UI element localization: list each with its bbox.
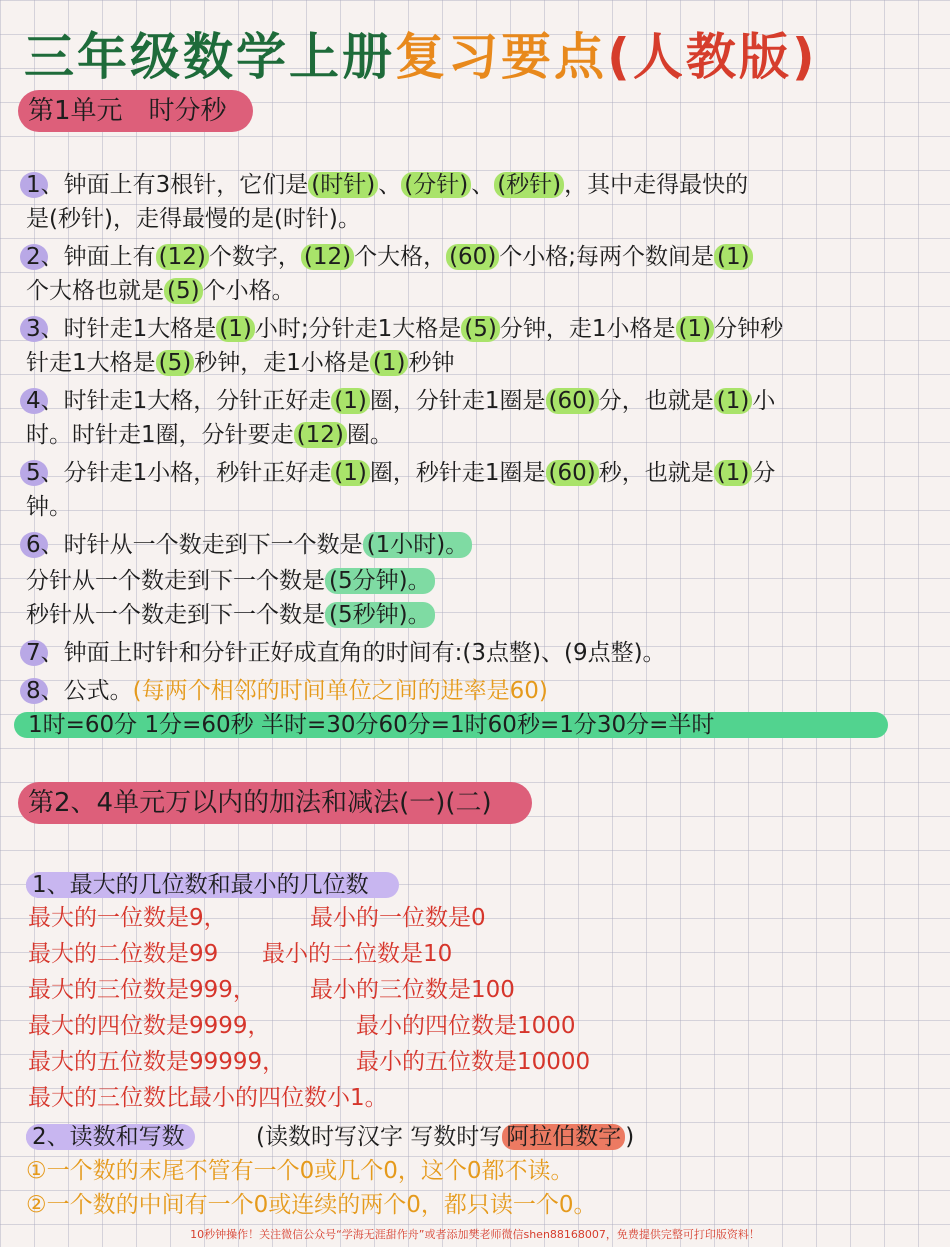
point-number: 7 xyxy=(26,636,41,670)
text: 、读数和写数 xyxy=(46,1124,185,1150)
point-number: 8 xyxy=(26,674,41,708)
unit1-point1-line2: 是(秒针)，走得最慢的是(时针)。 xyxy=(26,206,361,232)
page-title xyxy=(24,22,818,92)
text: 时。时针走1圈，分针要走 xyxy=(26,422,294,448)
point-number: 1 xyxy=(26,168,41,202)
point-number: 3 xyxy=(26,312,41,346)
unit1-point6-line2 xyxy=(26,564,435,598)
highlight-answer: (1) xyxy=(714,460,753,486)
point-number: 2 xyxy=(26,240,41,274)
digit-row-3-min: 最小的三位数是100 xyxy=(310,977,515,1003)
digit-row-2-min: 最小的二位数是10 xyxy=(262,941,453,967)
unit2-header: 第2、4单元万以内的加法和减法(一)(二) xyxy=(18,782,532,824)
text: 秒，也就是 xyxy=(598,460,714,486)
text: 秒钟，走1小格是 xyxy=(194,350,370,376)
unit1-header: 第1单元 时分秒 xyxy=(18,90,253,132)
text: 针走1大格是 xyxy=(26,350,156,376)
text: 小时;分针走1大格是 xyxy=(254,316,462,342)
read-rule-2: ②一个数的中间有一个0或连续的两个0，都只读一个0。 xyxy=(26,1192,597,1218)
text: 、公式。 xyxy=(40,678,133,704)
unit1-point6-line1 xyxy=(26,528,472,562)
text: 、时针走1大格，分针正好走 xyxy=(40,388,332,414)
unit2-section2-note xyxy=(256,1120,634,1154)
highlight-answer: (5分钟)。 xyxy=(325,568,435,594)
text: 、时针从一个数走到下一个数是 xyxy=(40,532,363,558)
highlight-answer: (1) xyxy=(331,460,370,486)
highlight-answer: (1) xyxy=(331,388,370,414)
unit1-point4-line1 xyxy=(26,384,775,418)
highlight-answer: (5) xyxy=(164,278,203,304)
point-number: 1 xyxy=(32,868,47,902)
highlight-answer: (12) xyxy=(301,244,354,270)
title-part2: 复习要点 xyxy=(395,28,607,86)
text: 个小格;每两个数间是 xyxy=(499,244,715,270)
text: 个大格也就是 xyxy=(26,278,164,304)
unit1-point5-line2: 钟。 xyxy=(26,494,72,520)
title-part1: 三年级数学上册 xyxy=(24,28,395,86)
text: 、钟面上有 xyxy=(40,244,156,270)
unit1-point2-line1 xyxy=(26,240,753,274)
text: 分，也就是 xyxy=(598,388,714,414)
text: 分钟，走1小格是 xyxy=(499,316,676,342)
text: 秒针从一个数走到下一个数是 xyxy=(26,602,325,628)
text: 秒钟 xyxy=(408,350,455,376)
text: 、钟面上有3根针，它们是 xyxy=(40,172,309,198)
text: 、时针走1大格是 xyxy=(40,316,217,342)
formula-note: (每两个相邻的时间单位之间的进率是60) xyxy=(132,678,548,704)
digit-row-1-max: 最大的一位数是9， xyxy=(28,905,227,931)
title-part3: (人教版) xyxy=(607,28,818,86)
unit2-section2-title xyxy=(26,1120,195,1154)
text: 个小格。 xyxy=(202,278,295,304)
digit-row-5-min: 最小的五位数是10000 xyxy=(356,1049,591,1075)
highlight-answer: (60) xyxy=(546,388,599,414)
highlight-answer: (1小时)。 xyxy=(363,532,473,558)
highlight-note: 阿拉伯数字 xyxy=(502,1124,625,1150)
highlight-answer: (1) xyxy=(714,388,753,414)
text: 、分针走1小格，秒针正好走 xyxy=(40,460,332,486)
text: (读数时写汉字 写数时写 xyxy=(256,1124,503,1150)
text: 分钟秒 xyxy=(714,316,784,342)
text: 圈。 xyxy=(346,422,393,448)
text: 、 xyxy=(378,172,402,198)
unit1-point3-line1 xyxy=(26,312,783,346)
highlight-answer: (5) xyxy=(156,350,195,376)
highlight-answer: (1) xyxy=(676,316,715,342)
unit1-point1-line1 xyxy=(26,168,748,202)
footer-note: 10秒钟操作！关注微信公众号“学海无涯甜作舟”或者添加樊老师微信shen88168007，免费提供完整可打印版资料！ xyxy=(190,1228,760,1241)
highlight-answer: (5秒钟)。 xyxy=(325,602,435,628)
highlight-answer: (1) xyxy=(370,350,409,376)
digit-row-4-min: 最小的四位数是1000 xyxy=(356,1013,576,1039)
point-number: 5 xyxy=(26,456,41,490)
digit-row-5-max: 最大的五位数是99999， xyxy=(28,1049,286,1075)
point-number: 6 xyxy=(26,528,41,562)
text: 小 xyxy=(752,388,776,414)
highlight-answer: (60) xyxy=(546,460,599,486)
point-number: 4 xyxy=(26,384,41,418)
unit1-point4-line2 xyxy=(26,418,393,452)
text: 圈，秒针走1圈是 xyxy=(369,460,546,486)
highlight-answer: (60) xyxy=(446,244,499,270)
unit1-point2-line2 xyxy=(26,274,295,308)
point-number: 2 xyxy=(32,1120,47,1154)
unit1-point5-line1 xyxy=(26,456,775,490)
digit-row-2-max: 最大的二位数是99 xyxy=(28,941,219,967)
highlight-answer: (5) xyxy=(461,316,500,342)
highlight-answer: (分针) xyxy=(401,172,471,198)
text: 、 xyxy=(471,172,495,198)
time-formula: 1时=60分 1分=60秒 半时=30分60分=1时60秒=1分30分=半时 xyxy=(28,712,715,738)
text: 分针从一个数走到下一个数是 xyxy=(26,568,325,594)
digit-row-3-max: 最大的三位数是999， xyxy=(28,977,256,1003)
unit2-section1-title xyxy=(26,868,399,902)
highlight-answer: (1) xyxy=(714,244,753,270)
highlight-answer: (12) xyxy=(156,244,209,270)
text: ) xyxy=(625,1124,635,1150)
text: 个大格， xyxy=(354,244,447,270)
highlight-answer: (1) xyxy=(216,316,255,342)
text: 、最大的几位数和最小的几位数 xyxy=(46,872,369,898)
text: 圈，分针走1圈是 xyxy=(369,388,546,414)
unit1-point3-line2 xyxy=(26,346,454,380)
text: 个数字， xyxy=(208,244,301,270)
digit-row-4-max: 最大的四位数是9999， xyxy=(28,1013,271,1039)
highlight-answer: (秒针) xyxy=(494,172,564,198)
text: 分 xyxy=(752,460,776,486)
text: ，其中走得最快的 xyxy=(564,172,749,198)
highlight-answer: (12) xyxy=(294,422,347,448)
unit1-point8 xyxy=(26,674,548,708)
unit1-point6-line3 xyxy=(26,598,435,632)
read-rule-1: ①一个数的末尾不管有一个0或几个0，这个0都不读。 xyxy=(26,1158,574,1184)
digit-row-1-min: 最小的一位数是0 xyxy=(310,905,486,931)
highlight-answer: (时针) xyxy=(308,172,378,198)
digit-compare: 最大的三位数比最小的四位数小1。 xyxy=(28,1085,388,1111)
text: 、钟面上时针和分针正好成直角的时间有:(3点整)、(9点整)。 xyxy=(40,640,666,666)
unit1-point7 xyxy=(26,636,666,670)
